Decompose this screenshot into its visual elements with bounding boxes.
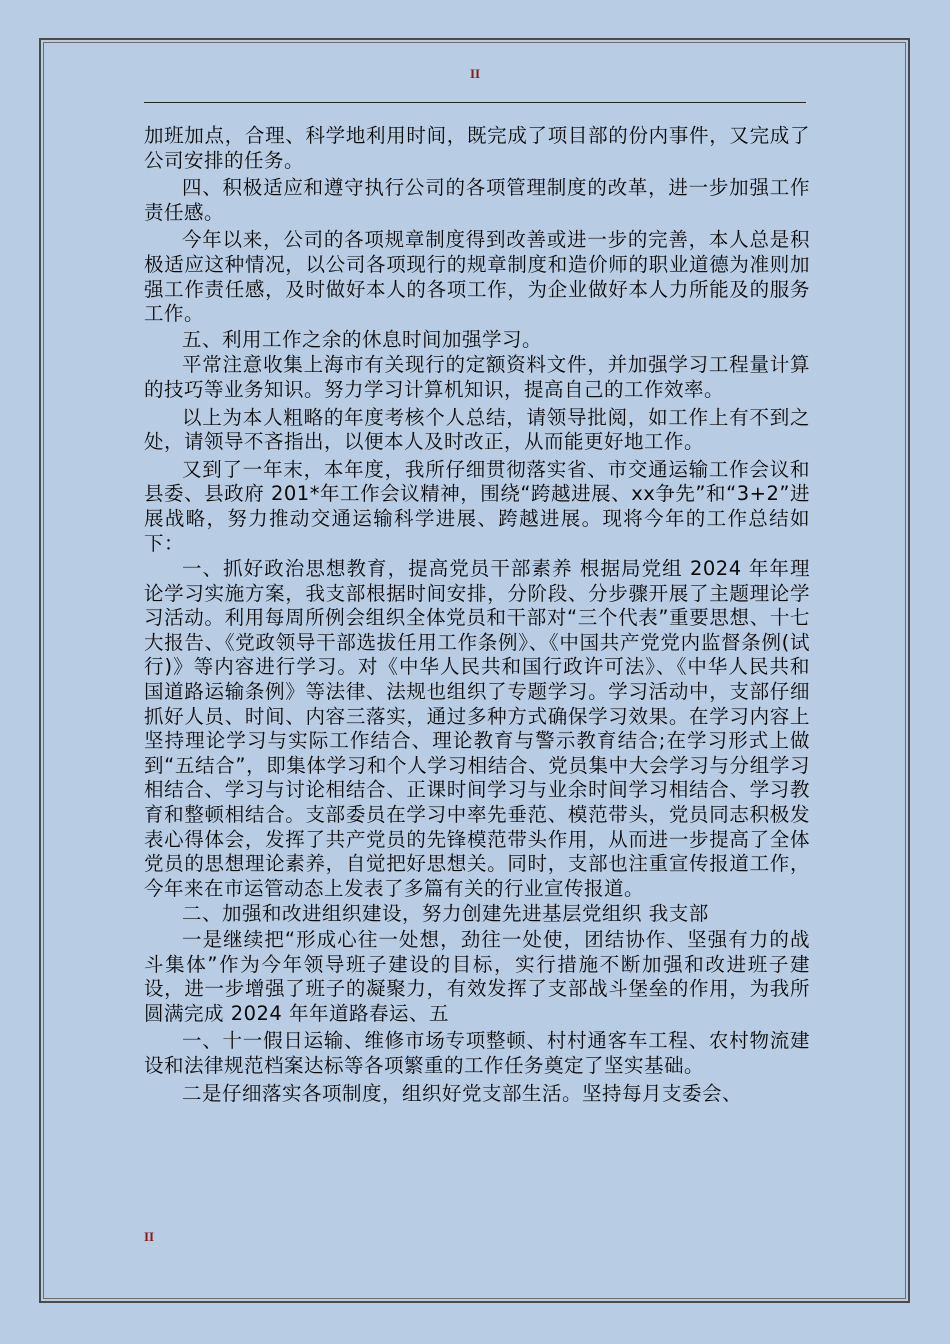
section-heading: 二、加强和改进组织建设，努力创建先进基层党组织 我支部: [182, 902, 709, 926]
paragraph: 一、十一假日运输、维修市场专项整顿、村村通客车工程、农村物流建设和法律规范档案达标等各项繁重的工作任务奠定了坚实基础。: [144, 1029, 810, 1077]
paragraph: 一是继续把“形成心往一处想，劲往一处使，团结协作、坚强有力的战斗集体”作为今年领导班子建设的目标，实行措施不断加强和改进班子建设，进一步增强了班子的凝聚力，有效发挥了支部战斗堡垒的作用，为我所圆满完成 2024 年年道路春运、五: [144, 928, 810, 1025]
header-page-mark: II: [470, 66, 481, 81]
section-heading: 四、积极适应和遵守执行公司的各项管理制度的改革，进一步加强工作责任感。: [144, 176, 810, 224]
paragraph: 平常注意收集上海市有关现行的定额资料文件，并加强学习工程量计算的技巧等业务知识。努力学习计算机知识，提高自己的工作效率。: [144, 353, 810, 401]
paragraph: 二是仔细落实各项制度，组织好党支部生活。坚持每月支委会、: [182, 1081, 743, 1105]
document-body: [144, 124, 810, 1107]
paragraph: 又到了一年末，本年度，我所仔细贯彻落实省、市交通运输工作会议和县委、县政府 201*年工作会议精神，围绕“跨越进展、xx争先”和“3+2”进展战略，努力推动交通运输科学进展、跨越进展。现将今年的工作总结如下：: [144, 457, 810, 555]
header-divider: [144, 102, 806, 103]
paragraph: 以上为本人粗略的年度考核个人总结，请领导批阅，如工作上有不到之处，请领导不吝指出，以便本人及时改正，从而能更好地工作。: [144, 405, 810, 454]
paragraph: 加班加点，合理、科学地利用时间，既完成了项目部的份内事件，又完成了公司安排的任务。: [144, 124, 810, 172]
footer-page-mark: II: [144, 1229, 155, 1244]
section-heading: 五、利用工作之余的休息时间加强学习。: [182, 327, 543, 351]
paragraph: 一、抓好政治思想教育，提高党员干部素养 根据局党组 2024 年年理论学习实施方案，我支部根据时间安排，分阶段、分步骤开展了主题理论学习活动。利用每周所例会组织全体党员和干部对“三个代表”重要思想、十七大报告、《党政领导干部选拔任用工作条例》、《中国共产党党内监督条例(试行)》等内容进行学习。对《中华人民共和国行政许可法》、《中华人民共和国道路运输条例》等法律、法规也组织了专题学习。学习活动中，支部仔细抓好人员、时间、内容三落实，通过多种方式确保学习效果。在学习内容上坚持理论学习与实际工作结合、理论教育与警示教育结合;在学习形式上做到“五结合”，即集体学习和个人学习相结合、党员集中大会学习与分组学习相结合、学习与讨论相结合、正课时间学习与业余时间学习相结合、学习教育和整顿相结合。支部委员在学习中率先垂范、模范带头，党员同志积极发表心得体会，发挥了共产党员的先锋模范带头作用，从而进一步提高了全体党员的思想理论素养，自觉把好思想关。同时，支部也注重宣传报道工作，今年来在市运管动态上发表了多篇有关的行业宣传报道。: [144, 557, 810, 900]
paragraph: 今年以来，公司的各项规章制度得到改善或进一步的完善，本人总是积极适应这种情况，以公司各项现行的规章制度和造价师的职业道德为准则加强工作责任感，及时做好本人的各项工作，为企业做好本人力所能及的服务工作。: [144, 228, 810, 326]
